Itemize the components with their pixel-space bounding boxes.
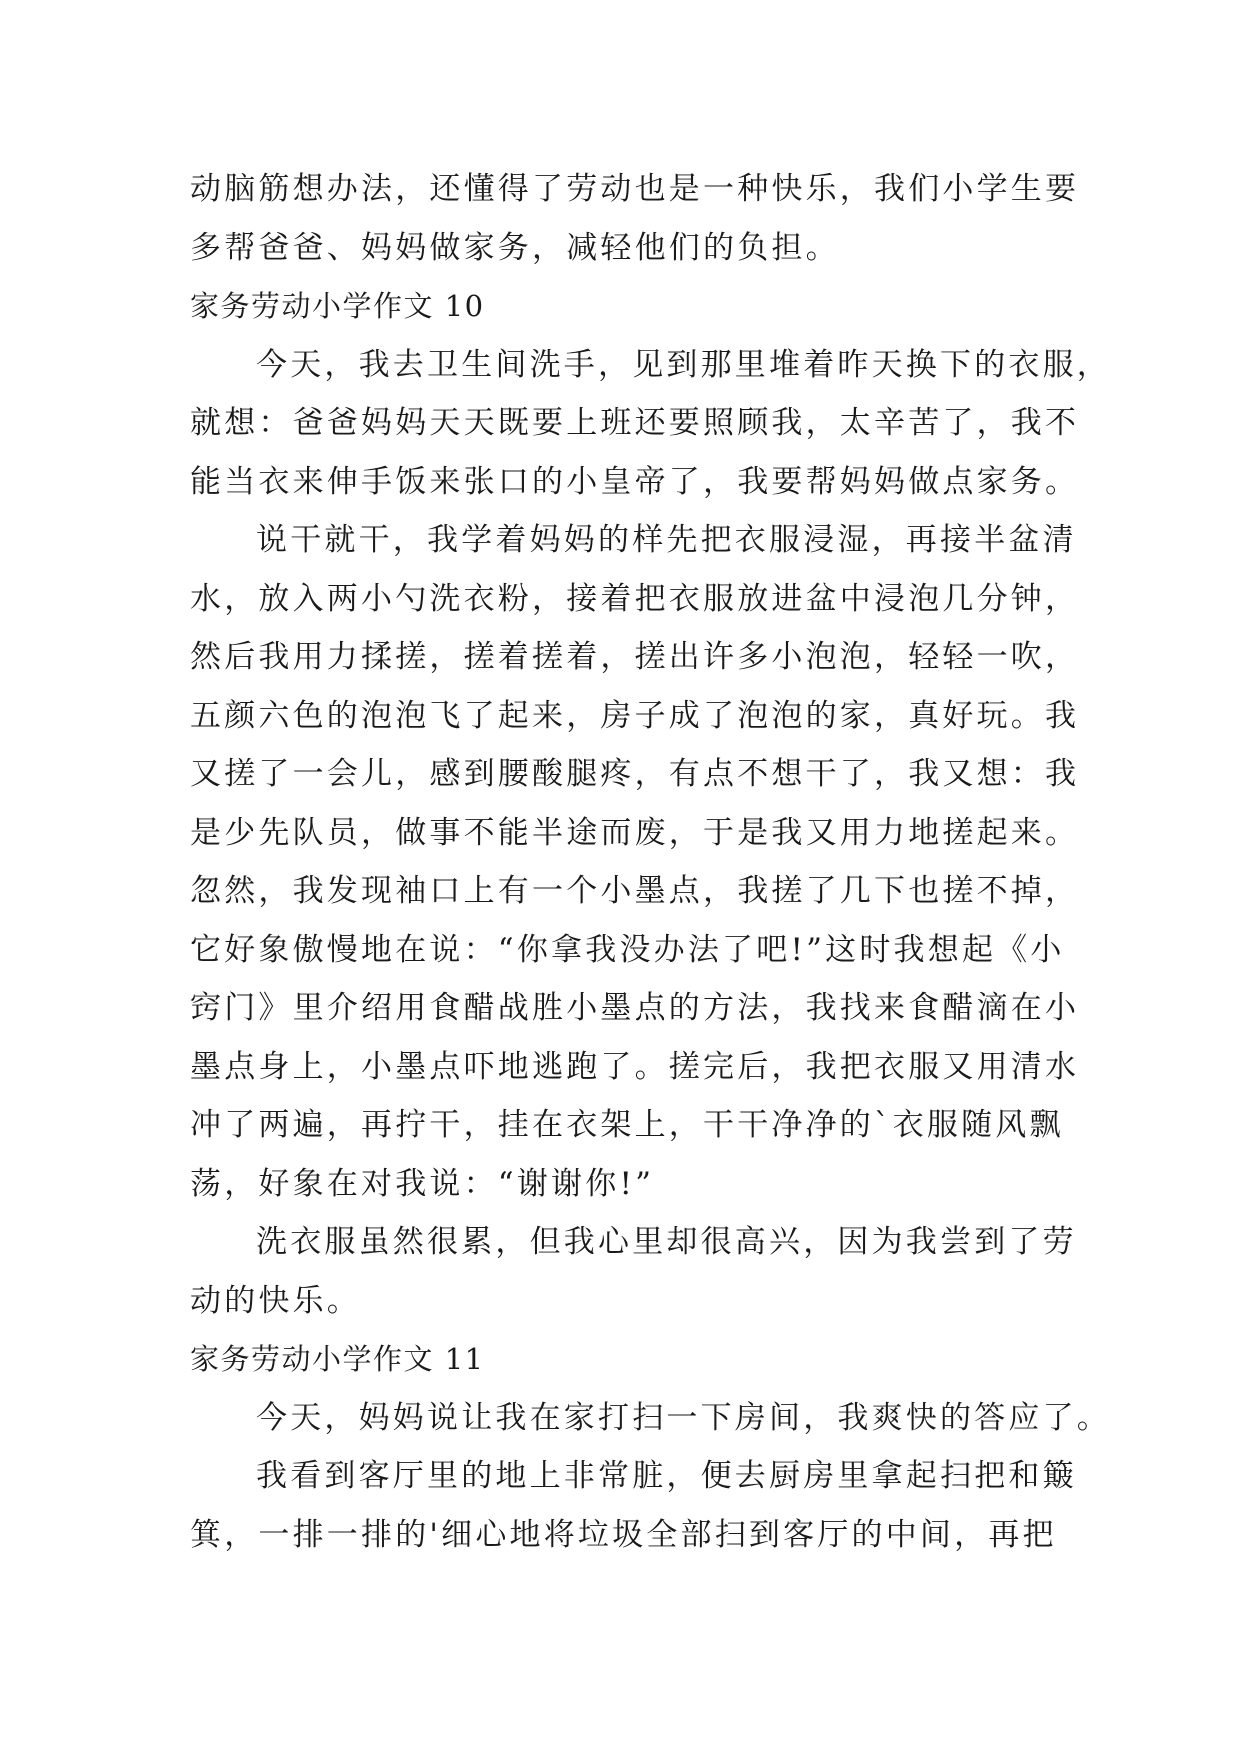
text-line: 是少先队员，做事不能半途而废，于是我又用力地搓起来。 <box>190 814 1080 851</box>
text-line: 忽然，我发现袖口上有一个小墨点，我搓了几下也搓不掉， <box>190 873 1080 909</box>
text-line: 它好象傲慢地在说：“你拿我没办法了吧!”这时我想起《小 <box>190 931 1065 968</box>
text-line: 墨点身上，小墨点吓地逃跑了。搓完后，我把衣服又用清水 <box>190 1048 1080 1085</box>
text-line: 能当衣来伸手饭来张口的小皇帝了，我要帮妈妈做点家务。 <box>190 463 1080 500</box>
text-line: 箕，一排一排的'细心地将垃圾全部扫到客厅的中间，再把 <box>190 1516 1057 1553</box>
paragraph-first-line: 我看到客厅里的地上非常脏，便去厨房里拿起扫把和簸 <box>256 1458 1077 1494</box>
paragraph-first-line: 说干就干，我学着妈妈的样先把衣服浸湿，再接半盆清 <box>256 522 1077 558</box>
text-line: 水，放入两小勺洗衣粉，接着把衣服放进盆中浸泡几分钟， <box>190 580 1080 617</box>
text-line: 然后我用力揉搓，搓着搓着，搓出许多小泡泡，轻轻一吹， <box>190 639 1080 675</box>
paragraph-first-line: 洗衣服虽然很累，但我心里却很高兴，因为我尝到了劳 <box>256 1224 1077 1260</box>
text-line: 又搓了一会儿，感到腰酸腿疼，有点不想干了，我又想：我 <box>190 756 1080 792</box>
text-line: 窍门》里介绍用食醋战胜小墨点的方法，我找来食醋滴在小 <box>190 990 1080 1026</box>
text-line: 就想：爸爸妈妈天天既要上班还要照顾我，太辛苦了，我不 <box>190 405 1080 441</box>
document-body <box>190 160 1111 1564</box>
paragraph-first-line: 今天，我去卫生间洗手，见到那里堆着昨天换下的衣服， <box>256 346 1111 383</box>
section-title: 家务劳动小学作文 11 <box>190 1342 485 1376</box>
paragraph-first-line: 今天，妈妈说让我在家打扫一下房间，我爽快的答应了。 <box>256 1399 1111 1436</box>
text-line: 冲了两遍，再拧干，挂在衣架上，干干净净的`衣服随风飘 <box>190 1107 1064 1143</box>
text-line: 动脑筋想办法，还懂得了劳动也是一种快乐，我们小学生要 <box>190 171 1080 207</box>
text-line: 多帮爸爸、妈妈做家务，减轻他们的负担。 <box>190 229 840 266</box>
text-line: 动的快乐。 <box>190 1282 361 1319</box>
text-line: 荡，好象在对我说：“谢谢你!” <box>190 1165 655 1202</box>
text-line: 五颜六色的泡泡飞了起来，房子成了泡泡的家，真好玩。我 <box>190 697 1080 734</box>
section-title: 家务劳动小学作文 10 <box>190 289 485 323</box>
